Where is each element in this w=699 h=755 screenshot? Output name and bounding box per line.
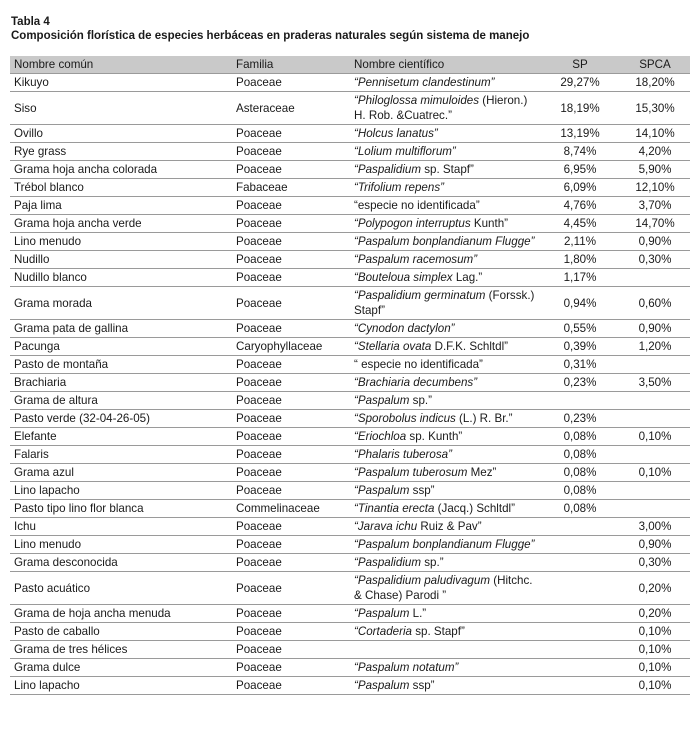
table-label: Tabla 4 — [11, 16, 50, 28]
cell-sp: 8,74% — [540, 143, 620, 161]
cell-familia: Poaceae — [232, 143, 350, 161]
cell-familia: Fabaceae — [232, 179, 350, 197]
cell-nombre-cientifico — [350, 320, 540, 338]
table-caption: Composición florística de especies herbáceas en praderas naturales según sistema de manejo — [11, 30, 530, 42]
scientific-name-part: sp.” — [409, 394, 432, 407]
cell-spca: 1,20% — [620, 338, 690, 356]
cell-familia: Poaceae — [232, 659, 350, 677]
scientific-name-part: “Paspalum bonplandianum Flugge” — [354, 538, 535, 551]
scientific-name-part: “Philoglossa mimuloides — [354, 94, 480, 107]
scientific-name-part: “Brachiaria decumbens” — [354, 376, 478, 389]
cell-familia: Poaceae — [232, 215, 350, 233]
cell-sp: 0,39% — [540, 338, 620, 356]
scientific-name-part: “Paspalum bonplandianum Flugge” — [354, 235, 535, 248]
scientific-name-part: (Hitchc. & Chase) Parodi ” — [354, 574, 533, 602]
table-header — [10, 56, 690, 74]
cell-nombre-cientifico — [350, 197, 540, 215]
cell-nombre-comun: Grama de altura — [10, 392, 232, 410]
cell-spca — [620, 356, 690, 374]
cell-nombre-cientifico — [350, 536, 540, 554]
table-row — [10, 197, 690, 215]
cell-nombre-cientifico — [350, 428, 540, 446]
cell-spca: 0,30% — [620, 251, 690, 269]
cell-nombre-cientifico — [350, 554, 540, 572]
cell-nombre-cientifico — [350, 287, 540, 320]
cell-sp — [540, 623, 620, 641]
scientific-name-part: “Paspalum — [354, 607, 410, 620]
cell-spca — [620, 500, 690, 518]
cell-sp: 1,17% — [540, 269, 620, 287]
cell-spca: 0,20% — [620, 605, 690, 623]
scientific-name-part: “Trifolium repens” — [354, 181, 444, 194]
cell-sp: 4,45% — [540, 215, 620, 233]
table-row — [10, 482, 690, 500]
cell-spca — [620, 392, 690, 410]
cell-nombre-comun: Grama morada — [10, 287, 232, 320]
cell-nombre-cientifico — [350, 269, 540, 287]
scientific-name-part: “Paspalidium — [354, 556, 422, 569]
table-row — [10, 536, 690, 554]
table-row — [10, 464, 690, 482]
cell-spca: 4,20% — [620, 143, 690, 161]
scientific-name-part: “ especie no identificada” — [354, 358, 483, 371]
cell-nombre-comun: Paja lima — [10, 197, 232, 215]
table-row — [10, 143, 690, 161]
cell-sp: 18,19% — [540, 92, 620, 125]
header-row — [10, 56, 690, 74]
table-row — [10, 605, 690, 623]
cell-spca: 0,10% — [620, 464, 690, 482]
scientific-name-part: (Jacq.) Schltdl” — [434, 502, 515, 515]
scientific-name-part: (Hieron.) H. Rob. &Cuatrec.” — [354, 94, 528, 122]
cell-nombre-cientifico — [350, 446, 540, 464]
cell-sp: 29,27% — [540, 74, 620, 92]
cell-familia: Poaceae — [232, 356, 350, 374]
cell-nombre-cientifico — [350, 74, 540, 92]
cell-sp: 6,09% — [540, 179, 620, 197]
cell-nombre-cientifico — [350, 374, 540, 392]
scientific-name-part: “Cynodon dactylon” — [354, 322, 455, 335]
cell-nombre-comun: Nudillo blanco — [10, 269, 232, 287]
cell-familia: Poaceae — [232, 428, 350, 446]
cell-nombre-comun: Grama azul — [10, 464, 232, 482]
cell-familia: Poaceae — [232, 197, 350, 215]
cell-spca — [620, 269, 690, 287]
scientific-name-part: Mez” — [467, 466, 497, 479]
table-row — [10, 518, 690, 536]
scientific-name-part: “Polypogon interruptus — [354, 217, 471, 230]
scientific-name-part: “Paspalum — [354, 679, 410, 692]
cell-nombre-cientifico — [350, 500, 540, 518]
cell-sp — [540, 536, 620, 554]
cell-familia: Caryophyllaceae — [232, 338, 350, 356]
cell-spca: 15,30% — [620, 92, 690, 125]
cell-familia: Poaceae — [232, 554, 350, 572]
scientific-name-part: “Lolium multiflorum” — [354, 145, 456, 158]
cell-spca: 0,10% — [620, 659, 690, 677]
cell-nombre-cientifico — [350, 605, 540, 623]
cell-nombre-comun: Pacunga — [10, 338, 232, 356]
scientific-name-part: “Paspalum racemosum” — [354, 253, 478, 266]
table-row — [10, 269, 690, 287]
scientific-name-part: “Sporobolus indicus — [354, 412, 456, 425]
cell-nombre-comun: Rye grass — [10, 143, 232, 161]
cell-nombre-comun: Grama dulce — [10, 659, 232, 677]
cell-nombre-cientifico — [350, 410, 540, 428]
scientific-name-part: “Paspalidium paludivagum — [354, 574, 490, 587]
scientific-name-part: L.” — [409, 607, 427, 620]
table-row — [10, 125, 690, 143]
cell-nombre-cientifico — [350, 338, 540, 356]
table-row — [10, 356, 690, 374]
scientific-name-part: “Paspalum — [354, 394, 410, 407]
cell-nombre-comun: Lino menudo — [10, 536, 232, 554]
cell-nombre-comun: Elefante — [10, 428, 232, 446]
cell-familia: Poaceae — [232, 233, 350, 251]
cell-sp — [540, 554, 620, 572]
cell-familia: Poaceae — [232, 518, 350, 536]
cell-spca: 14,10% — [620, 125, 690, 143]
scientific-name-part: “Cortaderia — [354, 625, 412, 638]
cell-spca: 0,90% — [620, 320, 690, 338]
table-row — [10, 428, 690, 446]
cell-sp: 0,31% — [540, 356, 620, 374]
scientific-name-part: ssp” — [409, 484, 435, 497]
cell-nombre-comun: Nudillo — [10, 251, 232, 269]
scientific-name-part: (Forssk.) Stapf” — [354, 289, 535, 317]
scientific-name-part: “Paspalum notatum” — [354, 661, 459, 674]
cell-nombre-cientifico — [350, 518, 540, 536]
scientific-name-part: “Phalaris tuberosa” — [354, 448, 452, 461]
scientific-name-part: Kunth” — [470, 217, 509, 230]
table-row — [10, 338, 690, 356]
cell-familia: Poaceae — [232, 641, 350, 659]
scientific-name-part: “Paspalidium — [354, 163, 422, 176]
cell-sp: 0,55% — [540, 320, 620, 338]
scientific-name-part: “Jarava ichu — [354, 520, 418, 533]
cell-spca: 14,70% — [620, 215, 690, 233]
table-row — [10, 215, 690, 233]
cell-nombre-comun: Kikuyo — [10, 74, 232, 92]
cell-spca: 0,60% — [620, 287, 690, 320]
table-row — [10, 410, 690, 428]
cell-nombre-cientifico — [350, 233, 540, 251]
cell-nombre-cientifico — [350, 143, 540, 161]
cell-familia: Poaceae — [232, 410, 350, 428]
table-row — [10, 374, 690, 392]
header-sp: SP — [540, 56, 620, 74]
cell-familia: Poaceae — [232, 125, 350, 143]
cell-nombre-cientifico — [350, 179, 540, 197]
cell-nombre-comun: Grama de tres hélices — [10, 641, 232, 659]
scientific-name-part: (L.) R. Br.” — [455, 412, 513, 425]
table-row — [10, 233, 690, 251]
cell-sp: 2,11% — [540, 233, 620, 251]
cell-familia: Poaceae — [232, 536, 350, 554]
scientific-name-part: sp. Stapf” — [412, 625, 465, 638]
cell-nombre-comun: Ovillo — [10, 125, 232, 143]
cell-familia: Poaceae — [232, 464, 350, 482]
cell-sp — [540, 641, 620, 659]
cell-nombre-comun: Lino lapacho — [10, 482, 232, 500]
cell-sp: 0,23% — [540, 410, 620, 428]
cell-spca: 0,10% — [620, 623, 690, 641]
cell-sp: 0,94% — [540, 287, 620, 320]
scientific-name-part: sp. Kunth” — [406, 430, 463, 443]
scientific-name-part: “Stellaria ovata — [354, 340, 432, 353]
cell-familia: Poaceae — [232, 623, 350, 641]
cell-sp — [540, 605, 620, 623]
cell-nombre-cientifico — [350, 251, 540, 269]
scientific-name-part: Lag.” — [452, 271, 483, 284]
table-row — [10, 320, 690, 338]
cell-nombre-cientifico — [350, 572, 540, 605]
cell-spca — [620, 482, 690, 500]
cell-familia: Poaceae — [232, 74, 350, 92]
cell-nombre-cientifico — [350, 392, 540, 410]
cell-nombre-cientifico — [350, 215, 540, 233]
cell-familia: Poaceae — [232, 287, 350, 320]
cell-sp — [540, 677, 620, 695]
cell-nombre-cientifico — [350, 641, 540, 659]
scientific-name-part: D.F.K. Schltdl” — [431, 340, 509, 353]
cell-sp: 13,19% — [540, 125, 620, 143]
cell-familia: Asteraceae — [232, 92, 350, 125]
table-row — [10, 74, 690, 92]
cell-sp: 1,80% — [540, 251, 620, 269]
table-row — [10, 92, 690, 125]
table-row — [10, 641, 690, 659]
header-nombre-comun: Nombre común — [10, 56, 232, 74]
cell-spca: 0,10% — [620, 428, 690, 446]
cell-sp — [540, 572, 620, 605]
cell-sp: 0,08% — [540, 464, 620, 482]
cell-nombre-comun: Grama hoja ancha colorada — [10, 161, 232, 179]
header-spca: SPCA — [620, 56, 690, 74]
cell-spca: 0,10% — [620, 641, 690, 659]
cell-nombre-comun: Pasto de montaña — [10, 356, 232, 374]
cell-sp — [540, 659, 620, 677]
cell-familia: Poaceae — [232, 374, 350, 392]
table-row — [10, 161, 690, 179]
cell-sp: 0,08% — [540, 446, 620, 464]
table-row — [10, 554, 690, 572]
cell-spca: 5,90% — [620, 161, 690, 179]
cell-nombre-cientifico — [350, 623, 540, 641]
cell-familia: Poaceae — [232, 605, 350, 623]
cell-familia: Poaceae — [232, 161, 350, 179]
cell-spca: 18,20% — [620, 74, 690, 92]
cell-nombre-comun: Grama desconocida — [10, 554, 232, 572]
scientific-name-part: “Holcus lanatus” — [354, 127, 438, 140]
cell-spca: 0,90% — [620, 233, 690, 251]
species-table — [10, 56, 690, 695]
cell-familia: Poaceae — [232, 482, 350, 500]
cell-nombre-comun: Brachiaria — [10, 374, 232, 392]
scientific-name-part: sp.” — [421, 556, 444, 569]
cell-nombre-comun: Pasto de caballo — [10, 623, 232, 641]
scientific-name-part: “especie no identificada” — [354, 199, 480, 212]
cell-familia: Poaceae — [232, 269, 350, 287]
cell-spca: 3,70% — [620, 197, 690, 215]
table-row — [10, 251, 690, 269]
cell-spca: 0,20% — [620, 572, 690, 605]
scientific-name-part: “Eriochloa — [354, 430, 407, 443]
table-row — [10, 179, 690, 197]
cell-spca — [620, 410, 690, 428]
scientific-name-part: “Paspalidium germinatum — [354, 289, 486, 302]
cell-spca: 3,50% — [620, 374, 690, 392]
scientific-name-part: ssp” — [409, 679, 435, 692]
cell-nombre-comun: Grama hoja ancha verde — [10, 215, 232, 233]
cell-nombre-cientifico — [350, 464, 540, 482]
scientific-name-part: “Paspalum tuberosum — [354, 466, 468, 479]
table-row — [10, 623, 690, 641]
cell-sp: 0,23% — [540, 374, 620, 392]
cell-sp: 4,76% — [540, 197, 620, 215]
cell-familia: Poaceae — [232, 320, 350, 338]
cell-nombre-cientifico — [350, 482, 540, 500]
cell-familia: Commelinaceae — [232, 500, 350, 518]
cell-sp: 0,08% — [540, 482, 620, 500]
table-row — [10, 287, 690, 320]
cell-familia: Poaceae — [232, 251, 350, 269]
cell-spca: 12,10% — [620, 179, 690, 197]
cell-nombre-cientifico — [350, 356, 540, 374]
cell-spca — [620, 446, 690, 464]
cell-nombre-cientifico — [350, 659, 540, 677]
table-row — [10, 659, 690, 677]
cell-nombre-comun: Lino menudo — [10, 233, 232, 251]
cell-spca: 0,30% — [620, 554, 690, 572]
header-nombre-cientifico: Nombre científico — [350, 56, 540, 74]
cell-nombre-comun: Pasto acuático — [10, 572, 232, 605]
cell-nombre-comun: Falaris — [10, 446, 232, 464]
cell-familia: Poaceae — [232, 572, 350, 605]
cell-sp: 0,08% — [540, 428, 620, 446]
cell-nombre-comun: Grama pata de gallina — [10, 320, 232, 338]
cell-nombre-comun: Siso — [10, 92, 232, 125]
cell-familia: Poaceae — [232, 446, 350, 464]
cell-nombre-cientifico — [350, 677, 540, 695]
table-row — [10, 572, 690, 605]
scientific-name-part: “Tinantia erecta — [354, 502, 435, 515]
cell-sp — [540, 518, 620, 536]
scientific-name-part: sp. Stapf” — [421, 163, 474, 176]
cell-nombre-comun: Pasto verde (32-04-26-05) — [10, 410, 232, 428]
cell-nombre-cientifico — [350, 161, 540, 179]
cell-sp: 6,95% — [540, 161, 620, 179]
scientific-name-part: Ruiz & Pav” — [417, 520, 482, 533]
cell-nombre-comun: Grama de hoja ancha menuda — [10, 605, 232, 623]
scientific-name-part: “Bouteloua simplex — [354, 271, 453, 284]
header-familia: Familia — [232, 56, 350, 74]
cell-nombre-cientifico — [350, 92, 540, 125]
table-row — [10, 500, 690, 518]
table-row — [10, 392, 690, 410]
cell-nombre-comun: Lino lapacho — [10, 677, 232, 695]
cell-nombre-comun: Trébol blanco — [10, 179, 232, 197]
table-body — [10, 74, 690, 695]
scientific-name-part: “Pennisetum clandestinum” — [354, 76, 495, 89]
cell-sp — [540, 392, 620, 410]
cell-spca: 3,00% — [620, 518, 690, 536]
cell-spca: 0,10% — [620, 677, 690, 695]
scientific-name-part: “Paspalum — [354, 484, 410, 497]
cell-familia: Poaceae — [232, 677, 350, 695]
cell-nombre-comun: Pasto tipo lino flor blanca — [10, 500, 232, 518]
cell-sp: 0,08% — [540, 500, 620, 518]
cell-nombre-cientifico — [350, 125, 540, 143]
cell-spca: 0,90% — [620, 536, 690, 554]
table-row — [10, 677, 690, 695]
cell-nombre-comun: Ichu — [10, 518, 232, 536]
cell-familia: Poaceae — [232, 392, 350, 410]
table-row — [10, 446, 690, 464]
